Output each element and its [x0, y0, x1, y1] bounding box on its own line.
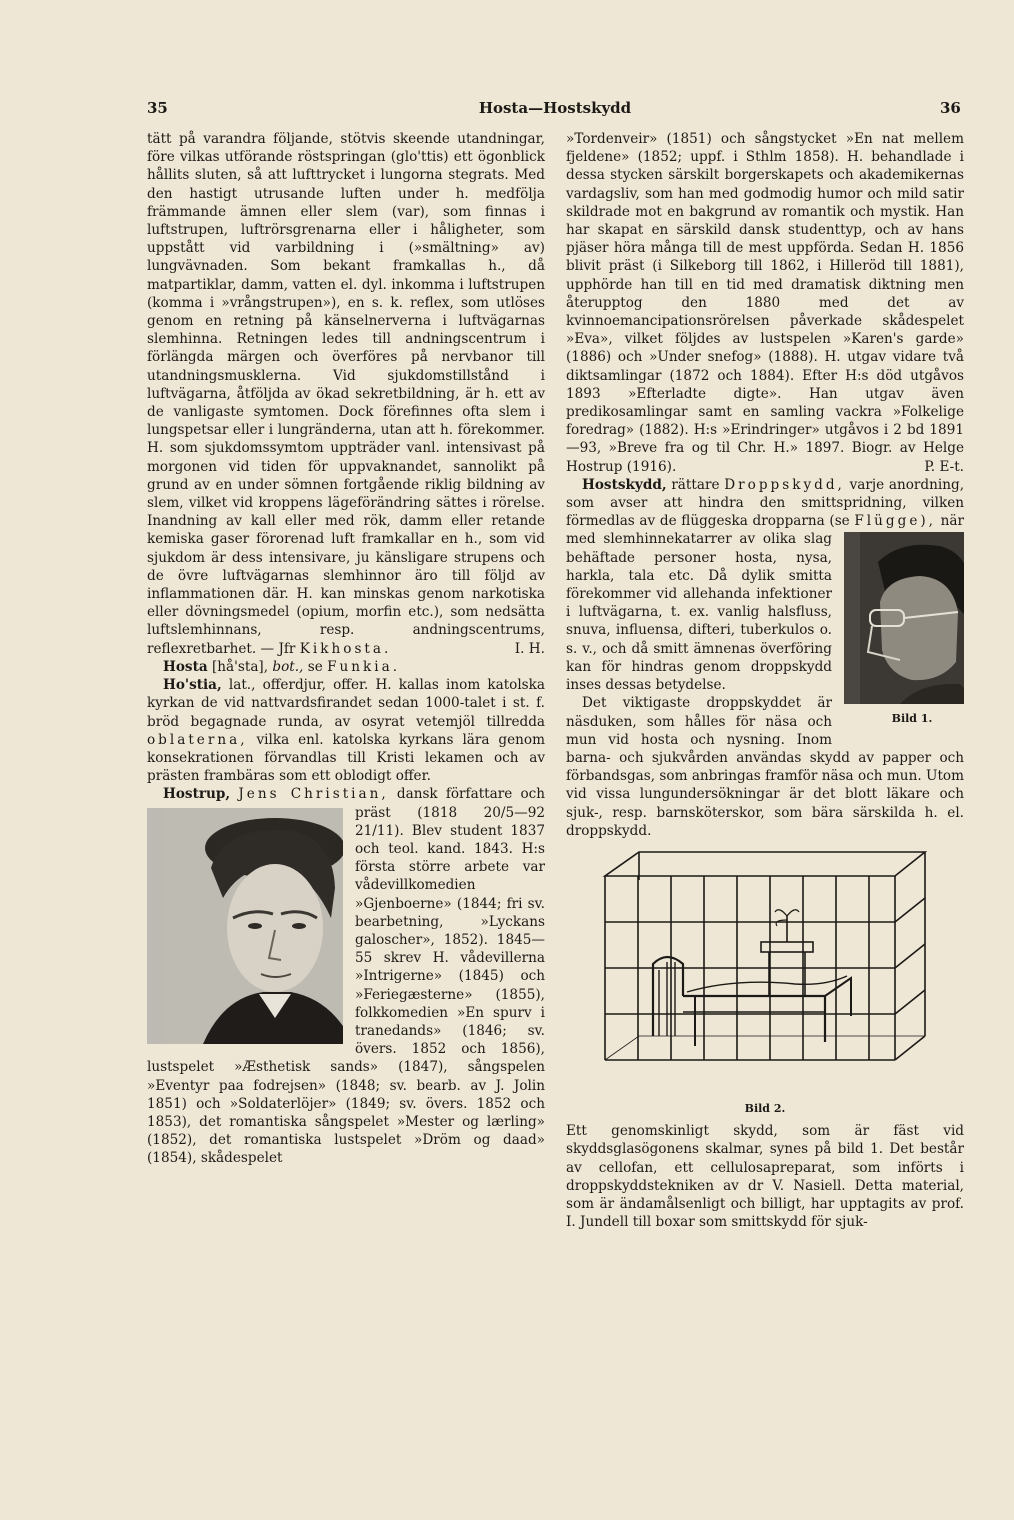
bild-1-figure — [844, 532, 964, 728]
entry-name: Jens Christian, — [238, 786, 389, 803]
entry-lemma: Hosta — [163, 658, 208, 675]
profile-drawing — [860, 532, 964, 704]
cross-reference: Funkia. — [327, 658, 401, 675]
author-signature: P. E-t. — [924, 458, 964, 475]
cross-reference: Droppskydd, — [724, 476, 845, 493]
page-number-left: 35 — [147, 99, 168, 117]
droppskydd-paragraph: Det viktigaste droppskyddet är näsduken, som hålles för näsa och mun vid hosta och nysning. Inom barna- och sjukvården användas skydd av papper och förbandsgas, som anbringas framför näsa och mun. Utom vid vissa lungundersökningar är det blott läkare och sjuk-, resp. barnsköterskor, som bära särskilda h. el. droppskydd. — [566, 695, 964, 839]
left-column — [147, 130, 545, 1168]
page-number-right: 36 — [940, 99, 961, 117]
hosta-article-text: tätt på varandra följande, stötvis skeende utandningar, före vilkas utförande röstspringan (glo'ttis) ett ögonblick hållits sluten, så att lufttrycket i lungorna stegrats. Med den hastigt utrusande luften under h. medfölja främmande ämnen eller slem (var), som finnas i luftstrupen, luftrörsgrenarna eller i håligheter, som uppstått vid varbildning i (»smältning» av) lungvävnaden. Som bekant framkallas h., då matpartiklar, damm, vatten el. dyl. inkomma i luftstrupen (komma i »vrångstrupen»), en s. k. reflex, som utlöses genom en retning på känselnerverna i luftvägarnas slemhinna. Retningen ledes till andningscentrum i förlängda märgen och överföres på nervbanor till utandningsmusklerna. Vid sjukdomstillstånd i luftvägarna, åtföljda av ökad sekretbildning, är h. ett av de vanligaste symtomen. Dock förefinnes ofta slem i lungspetsar eller i lungränderna, utan att h. förekommer. H. som sjukdomssymtom uppträder vanl. intensivast på morgonen vid tiden för uppvaknandet, sannolikt på grund av en under sömnen fortgående riklig bildning av slem, vilket vid kroppens lägeförändring sättes i rörelse. Inandning av kall eller med rök, damm eller retande kemiska gaser förorenad luft framkallar en h., som vid sjukdom är dess intensivare, ju känsligare strupens och de övre luftvägarnas slemhinnor äro till följd av inflammationen där. H. kan minskas genom narkotiska eller dövningsmedel (opium, morfin etc.), som nedsätta luftslemhinnans, resp. andningscentrums, reflexretbarhet. — Jfr Kikhosta. I. H. — [147, 131, 545, 657]
bild-2-figure — [566, 846, 964, 1118]
hosta-bot-entry: Hosta [hå'sta], bot., se Funkia. — [163, 658, 401, 675]
cross-reference: Kikhosta. — [299, 640, 392, 657]
right-column — [566, 130, 964, 1231]
hostskydd-entry: Hostskydd, rättare Droppskydd, varje anordning, som avser att hindra den smittspridning, vilken förmedlas av de flüggeska dropparna (se Flügge), Bild 1. när med slemhinnekatarrer av olika slag behäftade personer hosta, nysa, harkla, tala etc. Då dylik smitta förekommer vid allehanda infektioner i luftvägarna, t. ex. vanlig halsfluss, snuva, influensa, difteri, tuberkulos o. s. v., och då smitt ämnenas överföring kan för hindras genom droppskydd inses dessas betydelse. — [566, 476, 964, 694]
hostrup-portrait — [147, 808, 343, 1044]
cellofan-paragraph: Ett genomskinligt skydd, som är fäst vid skyddsglasögonens skalmar, synes på bild 1. Det består av cellofan, ett cellulosapreparat, som införts i droppskyddstekniken av dr V. Nasiell. Detta material, som är ändamålsenligt och billigt, har upptagits av prof. I. Jundell till boxar som smittskydd för sjuk- — [566, 1123, 964, 1231]
bed-enclosure-drawing — [575, 846, 955, 1096]
hostrup-entry: Hostrup, Jens Christian, dansk författare och präst (1818 20/5—92 21/11). Blev student 1837 och teol. kand. 1843. H:s första större arbete var vådevillkomedien »Gjenboerne» (1844; fri sv. bearbetning, »Lyckans galoscher», 1852). 1845—55 skrev H. vådevillerna »Intrigerne» (1845) och »Feriegæsterne» (1855), folkkomedien »En spurv i tranedands» (1846; sv. övers. 1852 och 1856), lustspelet »Æsthetisk sands» (1847), sångspelen »Eventyr paa fodrejsen» (1848; sv. bearb. av J. Jolin 1851) och »Soldaterlöjer» (1849; sv. övers. 1852 och 1853), det romantiska sångspelet »Mester og lærling» (1852), det romantiska lustspelet »Dröm og daad» (1854), skådespelet — [147, 786, 545, 1167]
cross-reference: oblaterna, — [147, 731, 248, 748]
running-head: Hosta—Hostskydd — [478, 99, 632, 117]
entry-lemma: Hostskydd, — [582, 476, 667, 493]
entry-lemma: Ho'stia, — [163, 677, 222, 694]
portrait-drawing — [163, 808, 343, 1044]
bild-1-photo — [844, 532, 964, 704]
cross-reference: Flügge), — [854, 513, 936, 530]
bild-1-caption: Bild 1. — [891, 712, 933, 726]
author-signature: I. H. — [514, 640, 545, 657]
bild-2-caption: Bild 2. — [744, 1101, 786, 1115]
hostrup-continued: »Tordenveir» (1851) och sångstycket »En nat mellem fjeldene» (1852; uppf. i Sthlm 1858). H. behandlade i dessa stycken särskilt borgerskapets och akademikernas vardagsliv, som han med godmodig humor och mild satir skildrade mot en bakgrund av romantik och mystik. Han har skapat en särskild dansk studenttyp, och av hans pjäser höra många till de mest uppförda. Sedan H. 1856 blivit präst (i Silkeborg till 1862, i Hilleröd till 1881), upphörde han till en tid med dramatisk diktning men återupptog den 1880 med det av kvinnoemancipationsrörelsen påverkade skådespelet »Eva», vilket följdes av lustspelen »Karen's garde» (1886) och »Under snefog» (1888). H. utgav vidare två diktsamlingar (1872 och 1884). Efter H:s död utgåvos 1893 »Efterladte digte». Han utgav även predikosamlingar samt en samling vackra »Folkelige foredrag» (1882). H:s »Erindringer» utgåvos i 2 bd 1891—93, »Breve fra og til Chr. H.» 1897. Biogr. av Helge Hostrup (1916). P. E-t. — [566, 131, 964, 475]
hostia-entry: Ho'stia, lat., offerdjur, offer. H. kallas inom katolska kyrkan de vid nattvardsfirandet sedan 1000-talet i st. f. bröd begagnade runda, av osyrat vetemjöl tillredda oblaterna, vilka enl. katolska kyrkans lära genom konsekrationen förvandlas till Kristi lekamen och av prästen frambäras som ett oblodigt offer. — [147, 677, 546, 785]
entry-lemma: Hostrup, — [163, 786, 231, 803]
